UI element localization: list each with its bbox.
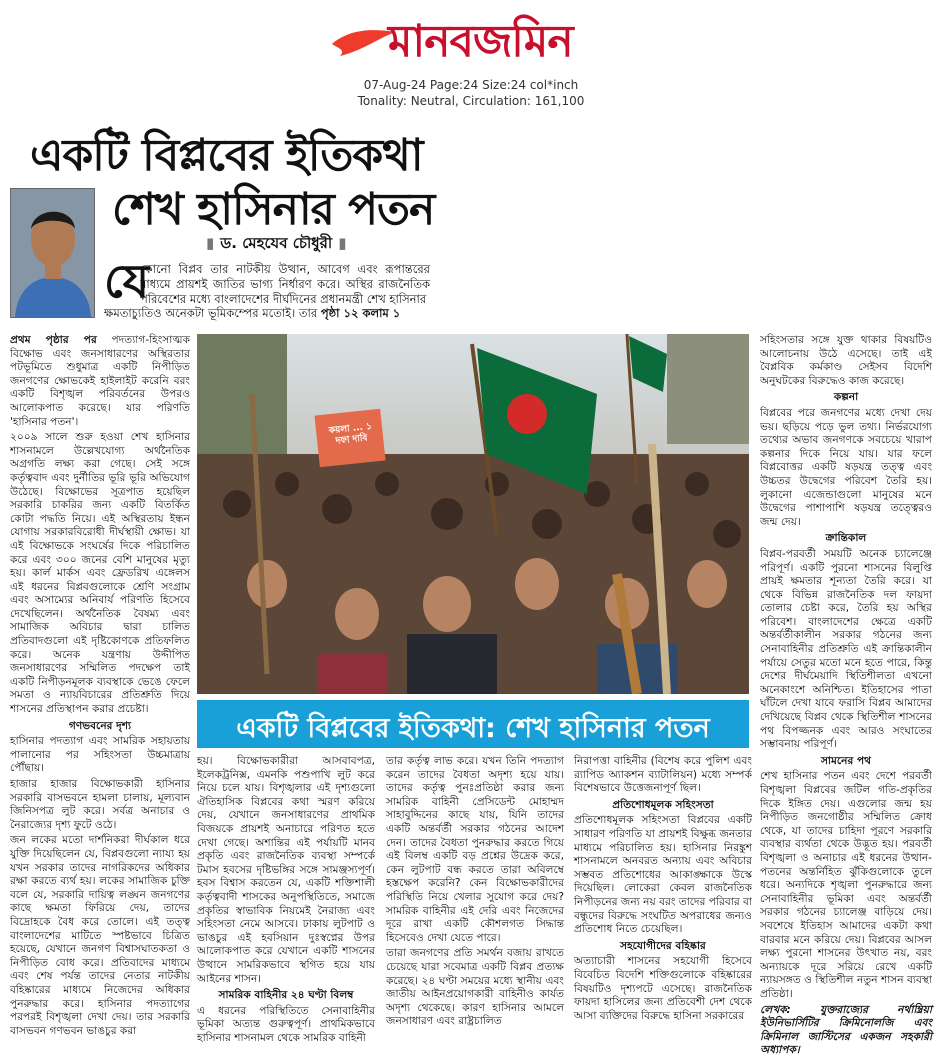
paragraph: এ ধরনের পরিস্থিতিতে সেনাবাহিনীর ভূমিকা অত্যন্ত গুরুত্বপূর্ণ। প্রাথমিকভাবে হাসিনার শাসনামল থেকে সামরিক বাহিনী xyxy=(197,1004,375,1044)
paragraph: হাজার হাজার বিক্ষোভকারী হাসিনার সরকারি বাসভবনে হামলা চালায়, মূল্যবান জিনিসপত্র লুট করে। সর্বত্র অনাচার ও নৈরাজ্যের দৃশ্য ফুটে ওঠে। xyxy=(10,778,190,831)
placard-text: কয়লা ... ১ দফা দাবি xyxy=(328,421,373,447)
column-c xyxy=(386,755,564,1031)
subheading: প্রতিশোধমূলক সহিংসতা xyxy=(612,798,714,811)
column-left-upper xyxy=(10,334,190,1040)
paragraph: জন লকের মতো দার্শনিকরা দীর্ঘকাল ধরে যুক্তি দিয়েছিলেন যে, বিপ্লবগুলো ন্যায্য হয় যখন সরকার তাদের নাগরিকদের অধিকার রক্ষা করতে ব্যর্থ হয়। লকের সামাজিক চুক্তি বলে যে, সরকারি দায়িত্ব লঙ্ঘন জনগণের কাছে ক্ষমতা ফিরিয়ে দেয়, তাদের বিদ্রোহকে বৈধ করে তোলে। এই তত্ত্ব বাংলাদেশের মাটিতে স্পষ্টভাবে চিত্রিত হয়েছে, যেখানে জনগণ বিশ্বাসঘাতকতা ও নিপীড়িত বোধ করে। প্রতিবাদের মাধ্যমে এবং শেষ পর্যন্ত তাদের নেতার নাটকীয় বহিষ্কারের মাধ্যমে নিজেদের অধিকার পুনরুদ্ধার করে। হাসিনার পদত্যাগের পরপরই বিশৃঙ্খলা দেখা দেয়। তার সরকারি বাসভবন গণভবন ভাঙচুর করা xyxy=(10,834,190,1037)
byline-marker: ▮ xyxy=(338,234,347,252)
author-credit: লেখক: যুক্তরাজ্যের নর্থাম্ব্রিয়া ইউনিভার্সিটির ক্রিমিনোলজি এবং ক্রিমিনাল জাস্টিসের একজন সহকারী অধ্যাপক। xyxy=(760,1003,932,1057)
dropcap: যে xyxy=(104,254,150,308)
continued-from-label: প্রথম পৃষ্ঠার পর xyxy=(10,334,97,346)
byline xyxy=(200,232,352,257)
column-b xyxy=(197,755,375,1047)
banner-title: একটি বিপ্লবের ইতিকথা: শেখ হাসিনার পতন xyxy=(236,713,710,744)
subheading: কল্পনা xyxy=(833,391,859,404)
paragraph: হাসিনার পদত্যাগ এবং সামরিক সহায়তায় পালানোর পর সহিংসতা উচ্চমাত্রায় পৌঁছায়। xyxy=(10,735,190,775)
protest-photo xyxy=(197,334,749,694)
paragraph-text: পদত্যাগ-হিংসাত্মক বিক্ষোভ এবং জনসাধারণের অস্থিরতার পটভূমিতে শুধুমাত্র একটি নিপীড়িত জনগণের ক্ষোভকেই হাইলাইট করেনি বরং একটি বিশৃঙ্খল পরিবর্তনের উপরও আলোকপাত করেছে। যার পরিণতি 'হাসিনার পতন'। xyxy=(10,334,190,428)
headline-line-1: একটি বিপ্লবের ইতিকথা xyxy=(30,130,423,181)
article-banner xyxy=(197,700,749,748)
intro-paragraph: কোনো বিপ্লব তার নাটকীয় উত্থান, আবেগ এবং রূপান্তরের মাধ্যমে প্রায়শই জাতির ভাগ্য নির্ধারণ করে। অস্থির রাজনৈতিক পরিবেশের মধ্যে বাংলাদেশের দীর্ঘদিনের প্রধানমন্ত্রী শেখ হাসিনার xyxy=(140,262,430,306)
paragraph: তারা জনগণের প্রতি সমর্থন বজায় রাখতে চেয়েছে যারা সবেমাত্র একটি বিপ্লব প্রত্যক্ষ করেছে। ২৪ ঘণ্টা সময়ের মধ্যে স্থানীয় এবং জাতীয় আইনপ্রয়োগকারী বাহিনীও কার্যত অদৃশ্য থেকেছে। কারণ হাসিনার আমলে জনসাধারণ এবং রাষ্ট্রচালিত xyxy=(386,947,564,1028)
byline-marker: ▮ xyxy=(206,234,215,252)
paragraph: ২০০৯ সালে শুরু হওয়া শেখ হাসিনার শাসনামলে উল্লেখযোগ্য অর্থনৈতিক অগ্রগতি লক্ষ্য করা গেছে। সেই সঙ্গে কর্তৃত্ববাদ এবং দুর্নীতির ভূরি ভূরি অভিযোগ উঠেছে। বিক্ষোভের সূত্রপাত হয়েছিল সরকারি চাকরির জন্য একটি বিতর্কিত কোটা পদ্ধতি নিয়ে। এই অস্থিরতায় ইন্ধন যোগায় সরকারবিরোধী দীর্ঘস্থায়ী ক্ষোভ। যা এই বিক্ষোভকে সংঘর্ষের দিকে পরিচালিত করে এবং ৩০০ জনের বেশি মানুষের মৃত্যু হয়। কার্ল মার্কস এবং ফ্রেডরিখ এঙ্গেলস এই ধরনের বিপ্লবগুলোকে শ্রেণি সংগ্রাম এবং অসাম্যের অনিবার্য পরিণতি হিসেবে দেখেছিলেন। অর্থনৈতিক বৈষম্য এবং সামাজিক অবিচার দ্বারা চালিত প্রতিবাদগুলো এই দৃষ্টিকোণকে প্রতিফলিত করে। অনেক যন্ত্রণায় উদ্দীপিত জনসাধারণের সম্মিলিত পদক্ষেপ তাই একটি নিপীড়নমূলক ব্যবস্থাকে ভেঙে ফেলে সমতা ও ন্যায়বিচারের প্রতিশ্রুতি দিয়ে শাসনের প্রতিস্থাপন করার প্রচেষ্টা। xyxy=(10,431,190,716)
author-name: ড. মেহযেব চৌধুরী xyxy=(220,234,333,252)
newspaper-logo: মানবজমিন xyxy=(388,16,573,67)
continued-on-label: পৃষ্ঠা ১২ কলাম ১ xyxy=(320,306,401,320)
clipping-meta-tonality: Tonality: Neutral, Circulation: 161,100 xyxy=(357,94,585,108)
subheading: সামনের পথ xyxy=(820,754,872,767)
author-photo xyxy=(10,188,95,318)
paragraph: প্রতিশোধমূলক সহিংসতা বিপ্লবের একটি সাধারণ পরিণতি যা প্রায়শই বিক্ষুব্ধ জনতার মাধ্যমে পরিচালিত হয়। হাসিনার নিরঙ্কুশ শাসনামলে অনবরত অন্যায় এবং অবিচার সম্ভবত প্রতিশোধের আকাঙ্ক্ষাকে উস্কে দিয়েছিল। লোকেরা কেবল রাজনৈতিক নিপীড়নের জন্য নয় বরং তাদের পরিবার বা বন্ধুদের বিরুদ্ধে সংঘটিত অপরাধের জন্যও প্রতিশোধ নিতে চেয়েছিল। xyxy=(574,814,752,936)
clipping-meta-date: 07-Aug-24 Page:24 Size:24 col*inch xyxy=(363,78,579,92)
masthead xyxy=(330,6,620,70)
subheading: গণভবনের দৃশ্য xyxy=(68,719,132,732)
paragraph: সহিংসতার সঙ্গে যুক্ত থাকার বিষয়টিও আলোচনায় উঠে এসেছে। তাই এই বৈপ্লবিক কর্মকাণ্ড সেইসব বিদেশি অনুঘটকের বিরুদ্ধেও কাজ করেছে। xyxy=(760,334,932,387)
paragraph: অত্যাচারী শাসনের সহযোগী হিসেবে বিবেচিত বিদেশি শক্তিগুলোকে বহিষ্কারের বিষয়টিও দৃশ্যপটে এসেছে। রাজনৈতিক ফায়দা হাসিলের জন্য প্রতিবেশী দেশ থেকে আসা ব্যক্তিদের বিরুদ্ধে হাসিনা সরকারের xyxy=(574,955,752,1022)
subheading: ক্রান্তিকাল xyxy=(825,532,867,545)
paragraph xyxy=(10,334,190,429)
intro-last-line: ক্ষমতাচ্যুতিও অনেকটা ভূমিকম্পের মতোই। তার xyxy=(104,306,318,320)
paragraph: হয়। বিক্ষোভকারীরা আসবাবপত্র, ইলেকট্রনিক্স, এমনকি পশুপাখি লুট করে নিয়ে চলে যায়। বিশৃঙ্খলার এই দৃশ্যগুলো ঐতিহাসিক বিপ্লবের কথা স্মরণ করিয়ে দেয়, যেখানে জনসাধারণের প্রাথমিক বিজয়কে প্রায়শই অনাচারে পরিণত হতে দেখা গেছে। অশান্তির এই পর্যায়টি মানব প্রকৃতি এবং রাজনৈতিক ব্যবস্থা সম্পর্কে টমাস হবসের দৃষ্টিভঙ্গির সঙ্গে সামঞ্জস্যপূর্ণ। হবস বিশ্বাস করতেন যে, একটি শক্তিশালী কর্তৃত্ববাদী শাসকের অনুপস্থিতিতে, সমাজে প্রকৃতির স্বাভাবিক নিয়মেই নৈরাজ্য এবং সহিংসতা নেমে আসবে। ঢাকায় লুটপাট ও ভাঙচুর এই হবসিয়ান দুঃস্বপ্নের উপর আলোকপাত করে যেখানে একটি শাসনের উত্থানে সামরিকভাবে স্থগিত হয়ে যায় আইনের শাসন। xyxy=(197,755,375,985)
paragraph: শেখ হাসিনার পতন এবং দেশে পরবর্তী বিশৃঙ্খলা বিপ্লবের জটিল গতি-প্রকৃতির দিকে ইঙ্গিত দেয়। এগুলোর জন্ম হয় নিপীড়িত জনগোষ্ঠীর সম্মিলিত ক্রোধ থেকে, যা তাদের চাহিদা পূরণে সরকারি ব্যবস্থার ব্যর্থতা থেকে উদ্ভূত হয়। পরবর্তী বিশৃঙ্খলা ও অনাচার এই ধরনের উত্থান-পতনের অন্তর্নিহিত ঝুঁকিগুলোকে তুলে ধরে। অন্যদিকে শৃঙ্খলা পুনরুদ্ধারে জন্য সেনাবাহিনীর ভূমিকা এবং অন্তর্বর্তী সরকার গঠনের চ্যালেঞ্জ বাড়িয়ে দেয়। সবশেষে ইতিহাস আমাদের একটা কথা বারবার মনে করিয়ে দেয়। বিপ্লবের আসল লক্ষ্য পুরনো শাসনের উৎখাত নয়, বরং অন্যায়কে দূরে সরিয়ে রেখে একটি ন্যায়সঙ্গত ও স্থিতিশীল নতুন শাসন ব্যবস্থা প্রতিষ্ঠা। xyxy=(760,770,932,1000)
intro-continuation xyxy=(104,306,434,321)
paragraph: বিপ্লবের পরে জনগণের মধ্যে দেখা দেয় ভয়। ছড়িয়ে পড়ে ভুল তথ্য। নির্ভরযোগ্য তথ্যের অভাব জনগণকে সবচেয়ে খারাপ কল্পনার দিকে নিয়ে যায়। যার ফলে বিপ্লবোত্তর একটি ষড়যন্ত্র তত্ত্ব এবং উচ্চতর উদ্বেগের পরিবেশ তৈরি হয়। লুকানো এজেন্ডাগুলো মানুষের মনে উদ্বেগের পাশাপাশি ষড়যন্ত্র তত্ত্বেরও জন্ম দেয়। xyxy=(760,406,932,528)
subheading: সহযোগীদের বহিষ্কার xyxy=(620,939,706,952)
column-d xyxy=(574,755,752,1025)
column-right-upper xyxy=(760,334,932,1060)
paragraph: তার কর্তৃত্ব লাভ করে। যখন তিনি পদত্যাগ করেন তাদের বৈধতা অদৃশ্য হয়ে যায়। তাদের কর্তৃত্ব পুনঃপ্রতিষ্ঠা করার জন্য সামরিক বাহিনী প্রেসিডেন্ট মোহাম্মদ সাহাবুদ্দিনের কাছে যায়, যিনি তাদের একটি অন্তর্বর্তী সরকার গঠনের আদেশ দেন। তাদের বৈধতা পুনরুদ্ধার করতে গিয়ে এই বিলম্ব একটি বড় প্রশ্নের উদ্রেক করে, কেন লুটপাট বন্ধ করতে তারা অবিলম্বে হস্তক্ষেপ করেনি? কেন বিক্ষোভকারীদের পরিস্থিতি নিয়ে খেলার সুযোগ করে দেয়? সামরিক বাহিনীর এই দেরি এবং নিজেদের দূরে রাখা একটি কৌশলগত সিদ্ধান্ত হিসেবেও দেখা যেতে পারে। xyxy=(386,755,564,944)
paragraph: বিপ্লব-পরবর্তী সময়টি অনেক চ্যালেঞ্জে পরিপূর্ণ। একটি পুরনো শাসনের বিলুপ্তি প্রায়ই ক্ষমতার শূন্যতা তৈরি করে। যা থেকে বিভিন্ন রাজনৈতিক দল ফায়দা তোলার চেষ্টা করে, তৈরি হয় অস্থির পরিবেশ। বাংলাদেশের ক্ষেত্রে একটি অন্তর্বর্তীকালীন সরকার গঠনের জন্য সেনাবাহিনীর প্রতিশ্রুতি এই ক্রান্তিকালীন পর্যায়ে সেতুর মতো মনে হতে পারে, কিন্তু দেশের দীর্ঘমেয়াদি স্থিতিশীলতা এখনো অনেকাংশে অনিশ্চিত। ইতিহাসের পাতা ঘাঁটলে দেখা যাবে ফরাসি বিপ্লব আমাদের দেখিয়েছে বিপ্লব থেকে স্থিতিশীল শাসনের পথ বিপজ্জনক এবং আরও সংঘাতের সম্ভাবনায় পরিপূর্ণ। xyxy=(760,547,932,751)
subheading: সামরিক বাহিনীর ২৪ ঘণ্টা বিলম্ব xyxy=(218,989,354,1002)
paragraph: নিরাপত্তা বাহিনীর (বিশেষ করে পুলিশ এবং র‍্যাপিড অ্যাকশন ব্যাটালিয়ন) মধ্যে সম্পর্ক বিশেষভাবে উত্তেজনাপূর্ণ ছিল। xyxy=(574,755,752,795)
headline-line-2: শেখ হাসিনার পতন xyxy=(112,184,435,235)
